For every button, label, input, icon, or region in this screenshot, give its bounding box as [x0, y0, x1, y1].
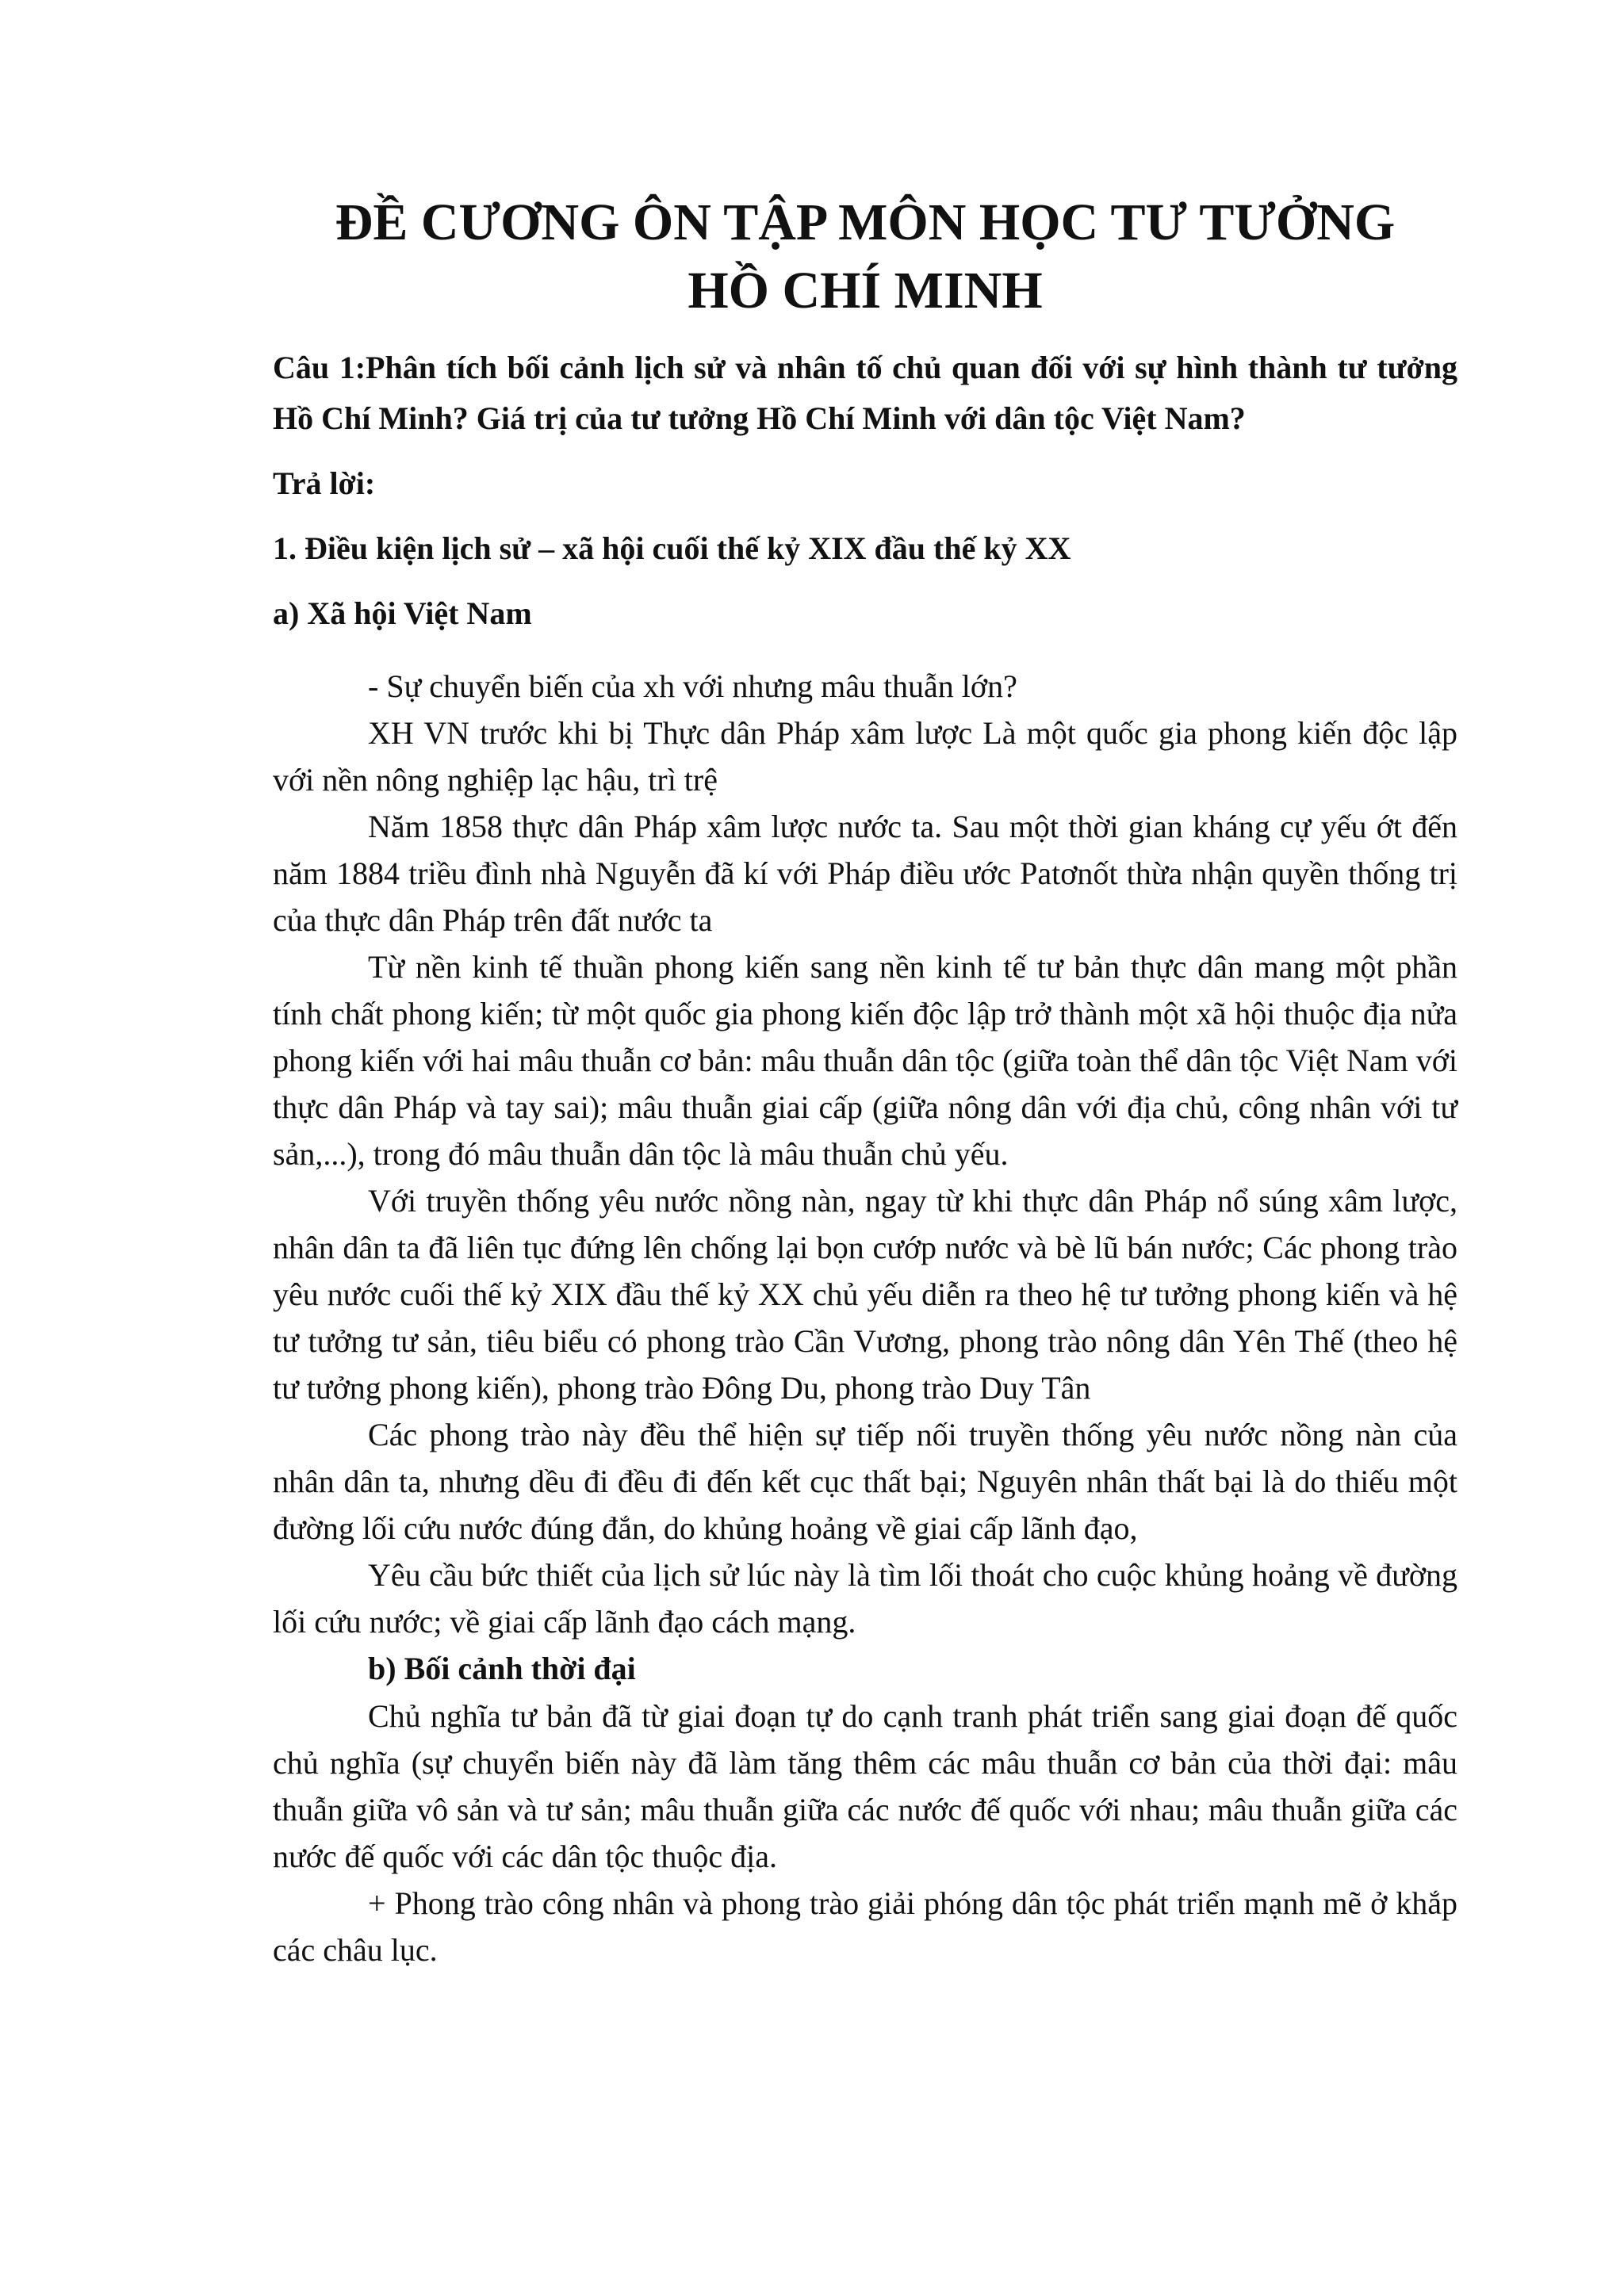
paragraph: Năm 1858 thực dân Pháp xâm lược nước ta. Sau một thời gian kháng cự yếu ớt đến năm 1884 triều đình nhà Nguyễn đã kí với Pháp điều ước Patơnốt thừa nhận quyền thống trị của thực dân Pháp trên đất nước ta [273, 809, 1457, 938]
paragraph: Chủ nghĩa tư bản đã từ giai đoạn tự do cạnh tranh phát triển sang giai đoạn đế quốc chủ nghĩa (sự chuyển biến này đã làm tăng thêm các mâu thuẫn cơ bản của thời đại: mâu thuẫn giữa vô sản và tư sản; mâu thuẫn giữa các nước đế quốc với nhau; mâu thuẫn giữa các nước đế quốc với các dân tộc thuộc địa. [273, 1698, 1457, 1874]
section-1-heading: 1. Điều kiện lịch sử – xã hội cuối thế kỷ XIX đầu thế kỷ XX [273, 530, 1071, 566]
document-title [273, 187, 1457, 325]
subsection-a-heading: a) Xã hội Việt Nam [273, 595, 532, 631]
paragraph: XH VN trước khi bị Thực dân Pháp xâm lược Là một quốc gia phong kiến độc lập với nền nông nghiệp lạc hậu, trì trệ [273, 715, 1457, 798]
document-page [273, 187, 1457, 1973]
subsection-b-heading: b) Bối cảnh thời đại [368, 1651, 636, 1686]
title-line-1: ĐỀ CƯƠNG ÔN TẬP MÔN HỌC TƯ TƯỞNG [335, 193, 1396, 251]
subsection-b-body [273, 1693, 1457, 1973]
answer-label: Trả lời: [273, 465, 376, 501]
paragraph: Với truyền thống yêu nước nồng nàn, ngay từ khi thực dân Pháp nổ súng xâm lược, nhân dân ta đã liên tục đứng lên chống lại bọn cướp nước và bè lũ bán nước; Các phong trào yêu nước cuối thế kỷ XIX đầu thế kỷ XX chủ yếu diễn ra theo hệ tư tưởng phong kiến và hệ tư tưởng tư sản, tiêu biểu có phong trào Cần Vương, phong trào nông dân Yên Thế (theo hệ tư tưởng phong kiến), phong trào Đông Du, phong trào Duy Tân [273, 1183, 1457, 1406]
paragraph: Yêu cầu bức thiết của lịch sử lúc này là tìm lối thoát cho cuộc khủng hoảng về đường lối cứu nước; về giai cấp lãnh đạo cách mạng. [273, 1557, 1457, 1640]
title-line-2: HỒ CHÍ MINH [688, 262, 1043, 320]
paragraph: Từ nền kinh tế thuần phong kiến sang nền kinh tế tư bản thực dân mang một phần tính chất phong kiến; từ một quốc gia phong kiến độc lập trở thành một xã hội thuộc địa nửa phong kiến với hai mâu thuẫn cơ bản: mâu thuẫn dân tộc (giữa toàn thể dân tộc Việt Nam với thực dân Pháp và tay sai); mâu thuẫn giai cấp (giữa nông dân với địa chủ, công nhân với tư sản,...), trong đó mâu thuẫn dân tộc là mâu thuẫn chủ yếu. [273, 949, 1457, 1172]
paragraph: - Sự chuyển biến của xh với nhưng mâu thuẫn lớn? [368, 668, 1017, 704]
paragraph: Các phong trào này đều thể hiện sự tiếp nối truyền thống yêu nước nồng nàn của nhân dân ta, nhưng dều đi đều đi đến kết cục thất bại; Nguyên nhân thất bại là do thiếu một đường lối cứu nước đúng đắn, do khủng hoảng về giai cấp lãnh đạo, [273, 1417, 1457, 1546]
question-1: Câu 1:Phân tích bối cảnh lịch sử và nhân tố chủ quan đối với sự hình thành tư tưởng Hồ Chí Minh? Giá trị của tư tưởng Hồ Chí Minh với dân tộc Việt Nam? [273, 350, 1457, 436]
subsection-a-body [273, 663, 1457, 1645]
paragraph: + Phong trào công nhân và phong trào giải phóng dân tộc phát triển mạnh mẽ ở khắp các châu lục. [273, 1885, 1457, 1968]
